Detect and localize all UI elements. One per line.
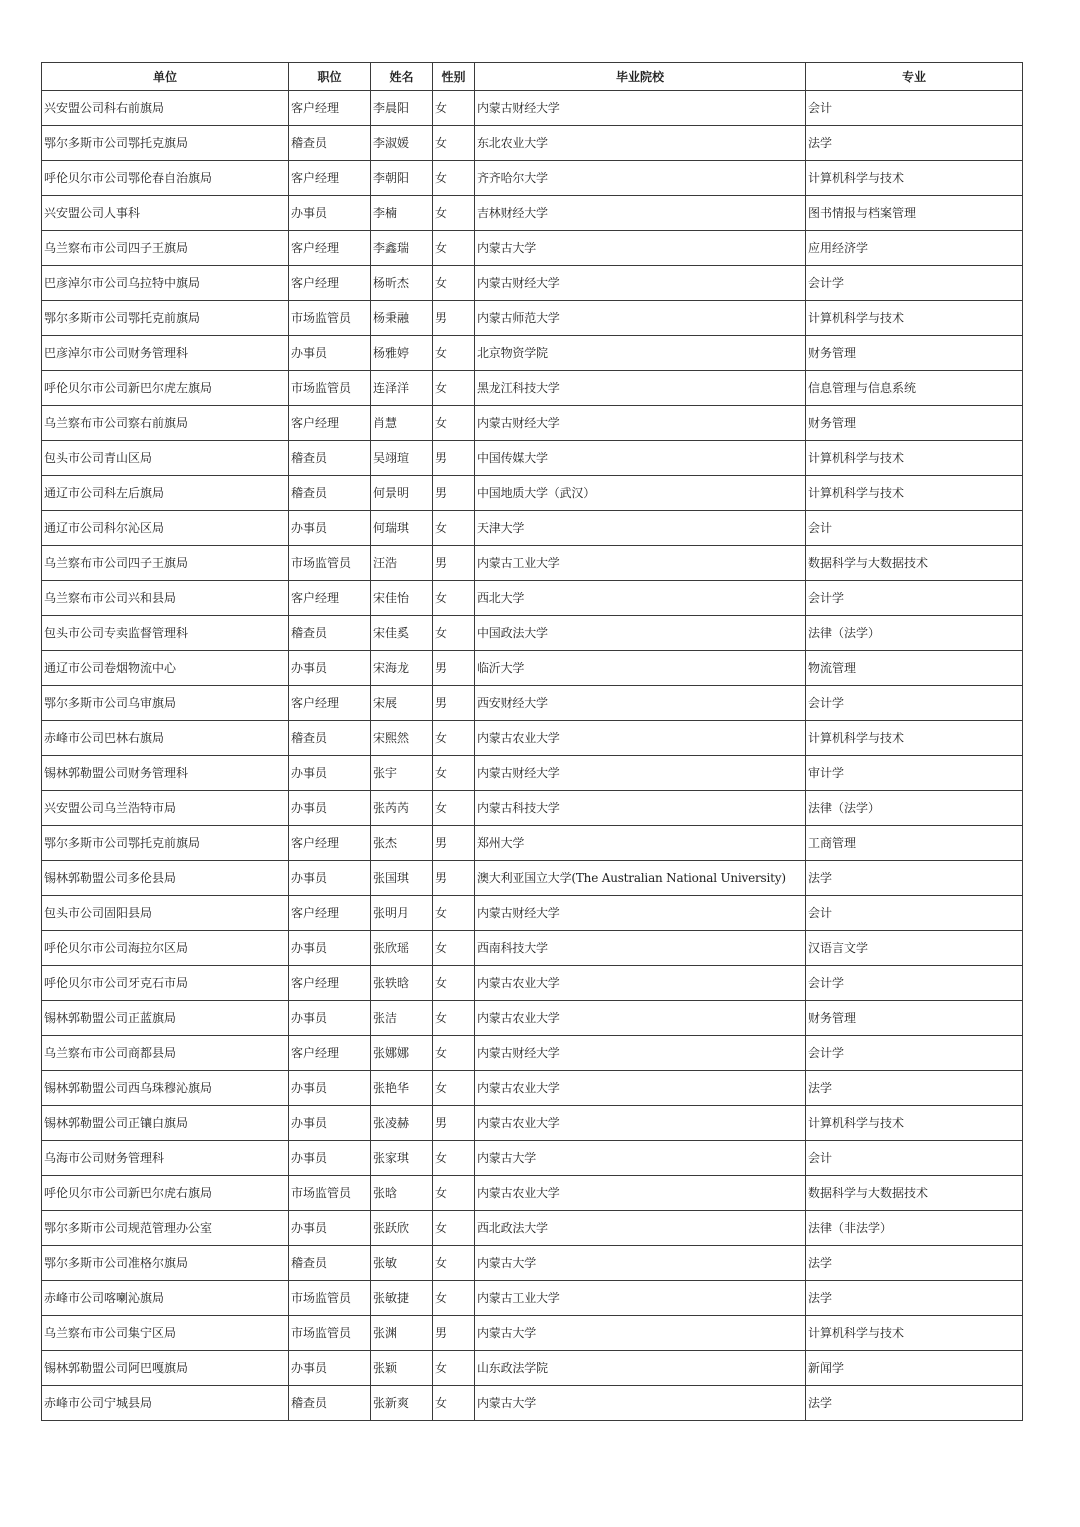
school-cell: 天津大学 <box>475 511 806 546</box>
major-cell: 会计学 <box>806 581 1023 616</box>
school-cell: 内蒙古大学 <box>475 1246 806 1281</box>
table-row <box>42 686 1023 721</box>
school-cell: 西北政法大学 <box>475 1211 806 1246</box>
unit-cell: 鄂尔多斯市公司规范管理办公室 <box>42 1211 289 1246</box>
gender-cell: 女 <box>433 721 475 756</box>
unit-cell: 鄂尔多斯市公司鄂托克旗局 <box>42 126 289 161</box>
position-cell: 客户经理 <box>289 581 371 616</box>
major-cell: 财务管理 <box>806 1001 1023 1036</box>
position-cell: 客户经理 <box>289 266 371 301</box>
school-cell: 黑龙江科技大学 <box>475 371 806 406</box>
name-cell: 张渊 <box>371 1316 433 1351</box>
table-row <box>42 651 1023 686</box>
school-cell: 内蒙古师范大学 <box>475 301 806 336</box>
position-cell: 办事员 <box>289 336 371 371</box>
gender-cell: 女 <box>433 1141 475 1176</box>
school-cell: 内蒙古财经大学 <box>475 896 806 931</box>
school-cell: 西北大学 <box>475 581 806 616</box>
unit-cell: 锡林郭勒盟公司正蓝旗局 <box>42 1001 289 1036</box>
position-cell: 办事员 <box>289 196 371 231</box>
major-cell: 会计 <box>806 91 1023 126</box>
gender-cell: 男 <box>433 1106 475 1141</box>
major-cell: 法学 <box>806 1281 1023 1316</box>
table-row <box>42 616 1023 651</box>
name-cell: 张凌赫 <box>371 1106 433 1141</box>
unit-cell: 鄂尔多斯市公司鄂托克前旗局 <box>42 826 289 861</box>
position-cell: 客户经理 <box>289 1036 371 1071</box>
major-cell: 法律（非法学） <box>806 1211 1023 1246</box>
position-cell: 办事员 <box>289 1211 371 1246</box>
name-cell: 李晨阳 <box>371 91 433 126</box>
school-cell: 内蒙古财经大学 <box>475 91 806 126</box>
roster-table <box>41 62 1023 1421</box>
school-cell: 内蒙古大学 <box>475 1386 806 1421</box>
unit-cell: 呼伦贝尔市公司新巴尔虎左旗局 <box>42 371 289 406</box>
unit-cell: 包头市公司专卖监督管理科 <box>42 616 289 651</box>
gender-cell: 女 <box>433 196 475 231</box>
unit-cell: 巴彦淖尔市公司乌拉特中旗局 <box>42 266 289 301</box>
major-cell: 计算机科学与技术 <box>806 721 1023 756</box>
major-cell: 财务管理 <box>806 406 1023 441</box>
gender-cell: 女 <box>433 511 475 546</box>
table-row <box>42 91 1023 126</box>
table-row <box>42 721 1023 756</box>
unit-cell: 乌兰察布市公司察右前旗局 <box>42 406 289 441</box>
school-cell: 内蒙古农业大学 <box>475 1106 806 1141</box>
major-cell: 会计 <box>806 1141 1023 1176</box>
unit-cell: 乌海市公司财务管理科 <box>42 1141 289 1176</box>
major-cell: 信息管理与信息系统 <box>806 371 1023 406</box>
name-cell: 张晗 <box>371 1176 433 1211</box>
school-cell: 西安财经大学 <box>475 686 806 721</box>
school-cell: 内蒙古农业大学 <box>475 966 806 1001</box>
name-cell: 张轶晗 <box>371 966 433 1001</box>
name-cell: 吴翊瑄 <box>371 441 433 476</box>
table-row <box>42 231 1023 266</box>
unit-cell: 锡林郭勒盟公司西乌珠穆沁旗局 <box>42 1071 289 1106</box>
major-cell: 会计 <box>806 511 1023 546</box>
unit-cell: 包头市公司青山区局 <box>42 441 289 476</box>
name-cell: 杨秉融 <box>371 301 433 336</box>
unit-cell: 通辽市公司科左后旗局 <box>42 476 289 511</box>
unit-cell: 乌兰察布市公司四子王旗局 <box>42 546 289 581</box>
gender-cell: 女 <box>433 231 475 266</box>
school-cell: 内蒙古工业大学 <box>475 1281 806 1316</box>
major-cell: 法学 <box>806 1386 1023 1421</box>
position-cell: 办事员 <box>289 1106 371 1141</box>
major-cell: 计算机科学与技术 <box>806 161 1023 196</box>
unit-cell: 通辽市公司卷烟物流中心 <box>42 651 289 686</box>
header-gender: 性别 <box>433 63 475 91</box>
name-cell: 张宇 <box>371 756 433 791</box>
table-body <box>42 91 1023 1421</box>
table-row <box>42 126 1023 161</box>
header-major: 专业 <box>806 63 1023 91</box>
major-cell: 计算机科学与技术 <box>806 441 1023 476</box>
position-cell: 稽查员 <box>289 1246 371 1281</box>
name-cell: 杨雅婷 <box>371 336 433 371</box>
name-cell: 张家琪 <box>371 1141 433 1176</box>
table-row <box>42 1211 1023 1246</box>
header-unit: 单位 <box>42 63 289 91</box>
name-cell: 张颖 <box>371 1351 433 1386</box>
major-cell: 会计学 <box>806 686 1023 721</box>
major-cell: 法学 <box>806 126 1023 161</box>
name-cell: 张明月 <box>371 896 433 931</box>
name-cell: 张敏捷 <box>371 1281 433 1316</box>
table-row <box>42 581 1023 616</box>
position-cell: 办事员 <box>289 1001 371 1036</box>
school-cell: 内蒙古农业大学 <box>475 721 806 756</box>
position-cell: 办事员 <box>289 861 371 896</box>
table-header <box>42 63 1023 91</box>
name-cell: 宋佳怡 <box>371 581 433 616</box>
name-cell: 李淑媛 <box>371 126 433 161</box>
major-cell: 物流管理 <box>806 651 1023 686</box>
name-cell: 宋佳奚 <box>371 616 433 651</box>
major-cell: 财务管理 <box>806 336 1023 371</box>
school-cell: 中国地质大学（武汉） <box>475 476 806 511</box>
unit-cell: 呼伦贝尔市公司新巴尔虎右旗局 <box>42 1176 289 1211</box>
table-row <box>42 336 1023 371</box>
position-cell: 稽查员 <box>289 616 371 651</box>
header-school: 毕业院校 <box>475 63 806 91</box>
gender-cell: 男 <box>433 546 475 581</box>
position-cell: 稽查员 <box>289 1386 371 1421</box>
gender-cell: 女 <box>433 1386 475 1421</box>
gender-cell: 女 <box>433 896 475 931</box>
major-cell: 数据科学与大数据技术 <box>806 1176 1023 1211</box>
name-cell: 张欣瑶 <box>371 931 433 966</box>
school-cell: 西南科技大学 <box>475 931 806 966</box>
major-cell: 审计学 <box>806 756 1023 791</box>
major-cell: 会计 <box>806 896 1023 931</box>
gender-cell: 女 <box>433 1281 475 1316</box>
school-cell: 吉林财经大学 <box>475 196 806 231</box>
school-cell: 中国政法大学 <box>475 616 806 651</box>
unit-cell: 兴安盟公司科右前旗局 <box>42 91 289 126</box>
school-cell: 北京物资学院 <box>475 336 806 371</box>
name-cell: 杨昕杰 <box>371 266 433 301</box>
name-cell: 张跃欣 <box>371 1211 433 1246</box>
major-cell: 会计学 <box>806 266 1023 301</box>
gender-cell: 女 <box>433 1211 475 1246</box>
major-cell: 工商管理 <box>806 826 1023 861</box>
position-cell: 办事员 <box>289 756 371 791</box>
name-cell: 李朝阳 <box>371 161 433 196</box>
position-cell: 客户经理 <box>289 896 371 931</box>
school-cell: 临沂大学 <box>475 651 806 686</box>
gender-cell: 女 <box>433 1176 475 1211</box>
position-cell: 客户经理 <box>289 161 371 196</box>
gender-cell: 女 <box>433 161 475 196</box>
school-cell: 内蒙古财经大学 <box>475 1036 806 1071</box>
name-cell: 张国琪 <box>371 861 433 896</box>
gender-cell: 女 <box>433 756 475 791</box>
major-cell: 计算机科学与技术 <box>806 1316 1023 1351</box>
unit-cell: 兴安盟公司乌兰浩特市局 <box>42 791 289 826</box>
table-row <box>42 1246 1023 1281</box>
unit-cell: 锡林郭勒盟公司多伦县局 <box>42 861 289 896</box>
major-cell: 法学 <box>806 861 1023 896</box>
position-cell: 办事员 <box>289 931 371 966</box>
table-row <box>42 1141 1023 1176</box>
major-cell: 法律（法学） <box>806 791 1023 826</box>
name-cell: 宋熙然 <box>371 721 433 756</box>
unit-cell: 鄂尔多斯市公司乌审旗局 <box>42 686 289 721</box>
school-cell: 内蒙古农业大学 <box>475 1001 806 1036</box>
position-cell: 稽查员 <box>289 126 371 161</box>
gender-cell: 男 <box>433 861 475 896</box>
table-row <box>42 161 1023 196</box>
table-row <box>42 966 1023 1001</box>
name-cell: 连泽洋 <box>371 371 433 406</box>
name-cell: 张娜娜 <box>371 1036 433 1071</box>
position-cell: 办事员 <box>289 1351 371 1386</box>
major-cell: 法学 <box>806 1071 1023 1106</box>
school-cell: 山东政法学院 <box>475 1351 806 1386</box>
school-cell: 内蒙古科技大学 <box>475 791 806 826</box>
unit-cell: 锡林郭勒盟公司财务管理科 <box>42 756 289 791</box>
table-row <box>42 1106 1023 1141</box>
table-row <box>42 1351 1023 1386</box>
major-cell: 数据科学与大数据技术 <box>806 546 1023 581</box>
major-cell: 应用经济学 <box>806 231 1023 266</box>
gender-cell: 男 <box>433 1316 475 1351</box>
major-cell: 图书情报与档案管理 <box>806 196 1023 231</box>
table-row <box>42 826 1023 861</box>
position-cell: 办事员 <box>289 651 371 686</box>
table-row <box>42 756 1023 791</box>
position-cell: 客户经理 <box>289 966 371 1001</box>
position-cell: 市场监管员 <box>289 546 371 581</box>
gender-cell: 女 <box>433 791 475 826</box>
major-cell: 新闻学 <box>806 1351 1023 1386</box>
name-cell: 宋海龙 <box>371 651 433 686</box>
name-cell: 宋展 <box>371 686 433 721</box>
school-cell: 内蒙古大学 <box>475 231 806 266</box>
gender-cell: 男 <box>433 476 475 511</box>
name-cell: 何瑞琪 <box>371 511 433 546</box>
name-cell: 李鑫瑞 <box>371 231 433 266</box>
position-cell: 市场监管员 <box>289 1176 371 1211</box>
position-cell: 客户经理 <box>289 406 371 441</box>
header-name: 姓名 <box>371 63 433 91</box>
table-row <box>42 1281 1023 1316</box>
position-cell: 客户经理 <box>289 686 371 721</box>
table-row <box>42 931 1023 966</box>
unit-cell: 赤峰市公司喀喇沁旗局 <box>42 1281 289 1316</box>
position-cell: 稽查员 <box>289 441 371 476</box>
gender-cell: 女 <box>433 406 475 441</box>
school-cell: 齐齐哈尔大学 <box>475 161 806 196</box>
school-cell: 内蒙古财经大学 <box>475 756 806 791</box>
name-cell: 汪浩 <box>371 546 433 581</box>
school-cell: 内蒙古农业大学 <box>475 1071 806 1106</box>
gender-cell: 男 <box>433 686 475 721</box>
table-row <box>42 301 1023 336</box>
school-cell: 内蒙古大学 <box>475 1141 806 1176</box>
gender-cell: 女 <box>433 1246 475 1281</box>
school-cell: 中国传媒大学 <box>475 441 806 476</box>
table-row <box>42 1176 1023 1211</box>
gender-cell: 女 <box>433 581 475 616</box>
table-row <box>42 196 1023 231</box>
school-cell: 内蒙古工业大学 <box>475 546 806 581</box>
table-row <box>42 861 1023 896</box>
table-row <box>42 546 1023 581</box>
table-row <box>42 1386 1023 1421</box>
name-cell: 张敏 <box>371 1246 433 1281</box>
header-row <box>42 63 1023 91</box>
major-cell: 计算机科学与技术 <box>806 476 1023 511</box>
gender-cell: 女 <box>433 1071 475 1106</box>
position-cell: 市场监管员 <box>289 371 371 406</box>
school-cell: 内蒙古财经大学 <box>475 406 806 441</box>
table-row <box>42 266 1023 301</box>
school-cell: 郑州大学 <box>475 826 806 861</box>
unit-cell: 通辽市公司科尔沁区局 <box>42 511 289 546</box>
table-row <box>42 1316 1023 1351</box>
unit-cell: 包头市公司固阳县局 <box>42 896 289 931</box>
unit-cell: 乌兰察布市公司四子王旗局 <box>42 231 289 266</box>
name-cell: 张杰 <box>371 826 433 861</box>
gender-cell: 女 <box>433 966 475 1001</box>
school-cell: 内蒙古大学 <box>475 1316 806 1351</box>
gender-cell: 女 <box>433 371 475 406</box>
name-cell: 李楠 <box>371 196 433 231</box>
major-cell: 法律（法学） <box>806 616 1023 651</box>
gender-cell: 女 <box>433 931 475 966</box>
major-cell: 计算机科学与技术 <box>806 1106 1023 1141</box>
unit-cell: 呼伦贝尔市公司海拉尔区局 <box>42 931 289 966</box>
position-cell: 客户经理 <box>289 91 371 126</box>
name-cell: 张新爽 <box>371 1386 433 1421</box>
school-cell: 内蒙古财经大学 <box>475 266 806 301</box>
position-cell: 客户经理 <box>289 826 371 861</box>
position-cell: 市场监管员 <box>289 301 371 336</box>
unit-cell: 巴彦淖尔市公司财务管理科 <box>42 336 289 371</box>
gender-cell: 女 <box>433 1001 475 1036</box>
table-row <box>42 791 1023 826</box>
name-cell: 张洁 <box>371 1001 433 1036</box>
school-cell: 澳大利亚国立大学(The Australian National University) <box>475 861 806 896</box>
table-row <box>42 1036 1023 1071</box>
gender-cell: 男 <box>433 826 475 861</box>
table-row <box>42 371 1023 406</box>
gender-cell: 女 <box>433 91 475 126</box>
unit-cell: 赤峰市公司宁城县局 <box>42 1386 289 1421</box>
name-cell: 何景明 <box>371 476 433 511</box>
unit-cell: 锡林郭勒盟公司正镶白旗局 <box>42 1106 289 1141</box>
gender-cell: 女 <box>433 1351 475 1386</box>
gender-cell: 女 <box>433 126 475 161</box>
position-cell: 办事员 <box>289 791 371 826</box>
position-cell: 办事员 <box>289 511 371 546</box>
name-cell: 张芮芮 <box>371 791 433 826</box>
gender-cell: 男 <box>433 651 475 686</box>
unit-cell: 乌兰察布市公司商都县局 <box>42 1036 289 1071</box>
table-row <box>42 896 1023 931</box>
position-cell: 办事员 <box>289 1141 371 1176</box>
gender-cell: 女 <box>433 616 475 651</box>
table-row <box>42 406 1023 441</box>
name-cell: 肖慧 <box>371 406 433 441</box>
gender-cell: 女 <box>433 336 475 371</box>
unit-cell: 兴安盟公司人事科 <box>42 196 289 231</box>
position-cell: 市场监管员 <box>289 1316 371 1351</box>
major-cell: 汉语言文学 <box>806 931 1023 966</box>
position-cell: 办事员 <box>289 1071 371 1106</box>
position-cell: 客户经理 <box>289 231 371 266</box>
table-row <box>42 441 1023 476</box>
name-cell: 张艳华 <box>371 1071 433 1106</box>
table-row <box>42 476 1023 511</box>
unit-cell: 鄂尔多斯市公司准格尔旗局 <box>42 1246 289 1281</box>
gender-cell: 女 <box>433 266 475 301</box>
table-row <box>42 1071 1023 1106</box>
major-cell: 法学 <box>806 1246 1023 1281</box>
unit-cell: 呼伦贝尔市公司鄂伦春自治旗局 <box>42 161 289 196</box>
table-row <box>42 511 1023 546</box>
unit-cell: 呼伦贝尔市公司牙克石市局 <box>42 966 289 1001</box>
unit-cell: 乌兰察布市公司集宁区局 <box>42 1316 289 1351</box>
school-cell: 内蒙古农业大学 <box>475 1176 806 1211</box>
major-cell: 会计学 <box>806 1036 1023 1071</box>
gender-cell: 女 <box>433 1036 475 1071</box>
major-cell: 计算机科学与技术 <box>806 301 1023 336</box>
table-row <box>42 1001 1023 1036</box>
position-cell: 稽查员 <box>289 476 371 511</box>
position-cell: 市场监管员 <box>289 1281 371 1316</box>
position-cell: 稽查员 <box>289 721 371 756</box>
school-cell: 东北农业大学 <box>475 126 806 161</box>
gender-cell: 男 <box>433 301 475 336</box>
unit-cell: 鄂尔多斯市公司鄂托克前旗局 <box>42 301 289 336</box>
major-cell: 会计学 <box>806 966 1023 1001</box>
header-position: 职位 <box>289 63 371 91</box>
unit-cell: 锡林郭勒盟公司阿巴嘎旗局 <box>42 1351 289 1386</box>
gender-cell: 男 <box>433 441 475 476</box>
unit-cell: 赤峰市公司巴林右旗局 <box>42 721 289 756</box>
unit-cell: 乌兰察布市公司兴和县局 <box>42 581 289 616</box>
